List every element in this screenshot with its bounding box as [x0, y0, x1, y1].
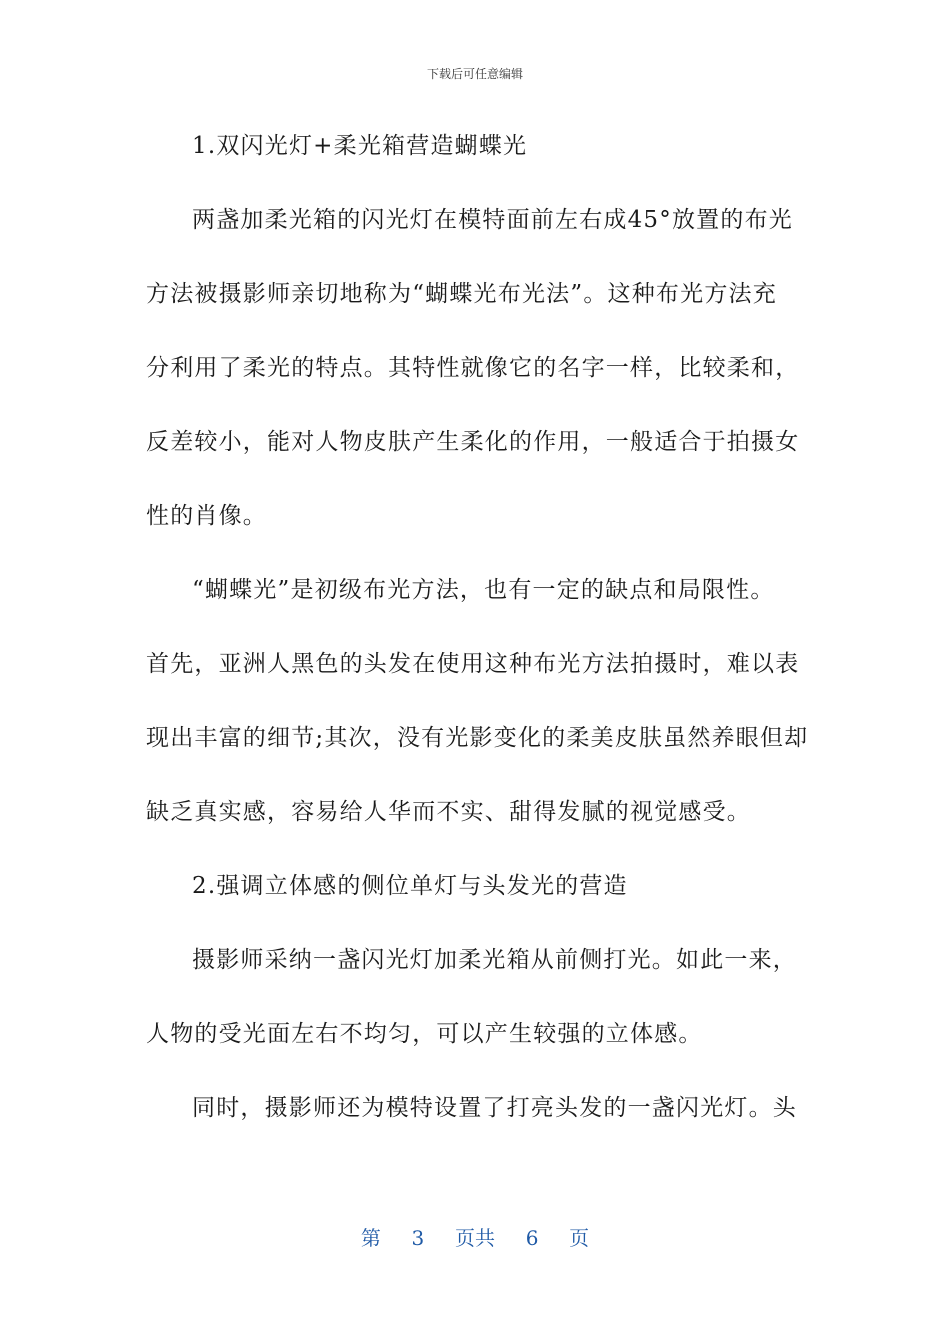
footer-total-pages: 6 [525, 1226, 539, 1250]
page-footer [0, 1224, 950, 1252]
paragraph-line: 两盏加柔光箱的闪光灯在模特面前左右成45°放置的布光 [192, 207, 793, 233]
paragraph-line: 分利用了柔光的特点。其特性就像它的名字一样，比较柔和， [146, 355, 800, 381]
paragraph-line: “蝴蝶光”是初级布光方法，也有一定的缺点和局限性。 [192, 577, 775, 603]
paragraph-line: 人物的受光面左右不均匀，可以产生较强的立体感。 [146, 1021, 703, 1047]
heading-butterfly-light: 1.双闪光灯+柔光箱营造蝴蝶光 [192, 133, 528, 159]
paragraph-line: 方法被摄影师亲切地称为“蝴蝶光布光法”。这种布光方法充 [146, 281, 777, 307]
heading-side-light: 2.强调立体感的侧位单灯与头发光的营造 [192, 873, 628, 899]
footer-middle: 页共 [455, 1226, 495, 1250]
paragraph-line: 摄影师采纳一盏闪光灯加柔光箱从前侧打光。如此一来， [192, 947, 797, 973]
paragraph-line: 同时，摄影师还为模特设置了打亮头发的一盏闪光灯。头 [192, 1095, 797, 1121]
page-header: 下载后可任意编辑 [426, 67, 523, 81]
paragraph-line: 反差较小，能对人物皮肤产生柔化的作用，一般适合于拍摄女 [146, 429, 800, 455]
paragraph-line: 缺乏真实感，容易给人华而不实、甜得发腻的视觉感受。 [146, 799, 751, 825]
document-body [146, 120, 809, 1156]
footer-page-number: 3 [411, 1226, 425, 1250]
footer-prefix: 第 [360, 1226, 381, 1250]
footer-suffix: 页 [569, 1226, 590, 1250]
paragraph-line: 现出丰富的细节;其次，没有光影变化的柔美皮肤虽然养眼但却 [146, 725, 809, 751]
paragraph-line: 首先，亚洲人黑色的头发在使用这种布光方法拍摄时，难以表 [146, 651, 800, 677]
paragraph-line: 性的肖像。 [146, 503, 267, 529]
